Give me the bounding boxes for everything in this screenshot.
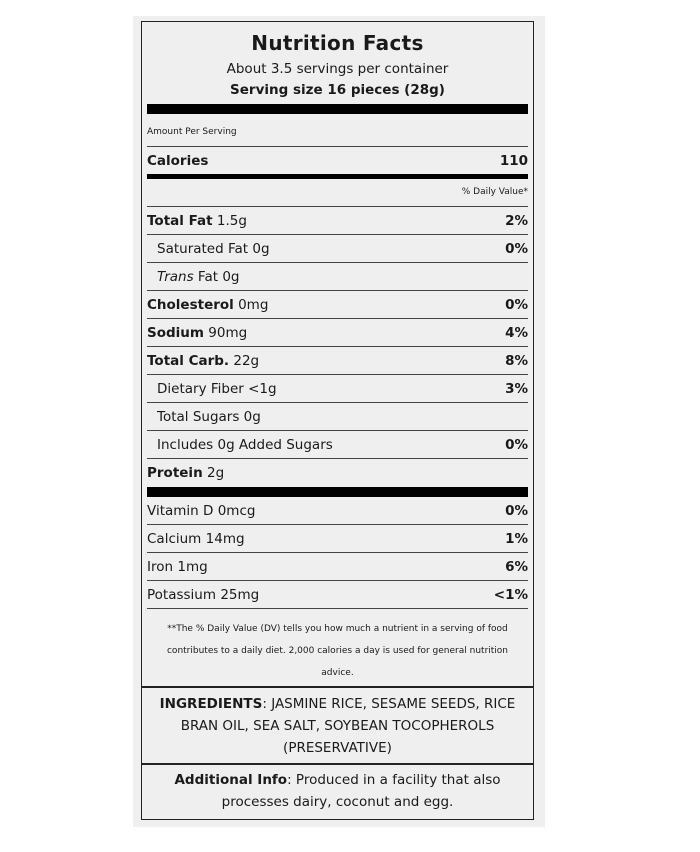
nutrient-row-added-sugars (147, 431, 528, 459)
serving-size: Serving size 16 pieces (28g) (230, 82, 445, 98)
thick-divider (147, 487, 528, 497)
calories-value: 110 (499, 153, 528, 169)
vitamin-dv: 1% (505, 530, 528, 547)
nutrient-label: Protein 2g (147, 465, 225, 481)
calories-row (147, 147, 528, 175)
ingredients-text: : JASMINE RICE, SESAME SEEDS, RICE BRAN OIL, SEA SALT, SOYBEAN TOCOPHEROLS (PRESERVATIVE) (180, 696, 516, 756)
nutrient-row-total-fat (147, 207, 528, 235)
nutrition-facts-title: Nutrition Facts (251, 31, 424, 55)
nutrient-label: Trans Fat 0g (157, 268, 240, 285)
nutrient-label: Total Fat 1.5g (147, 212, 247, 229)
section-divider (142, 686, 533, 688)
additional-info-text: : Produced in a facility that also processes dairy, coconut and egg. (221, 772, 501, 810)
vitamin-label: Calcium 14mg (147, 530, 245, 547)
nutrient-label: Dietary Fiber <1g (157, 380, 277, 397)
nutrient-row-total-carb (147, 347, 528, 375)
nutrient-label: Sodium 90mg (147, 324, 248, 341)
nutrient-dv: 3% (505, 380, 528, 397)
thick-divider (147, 104, 528, 114)
additional-info (154, 769, 521, 813)
nutrient-label: Total Carb. 22g (147, 352, 260, 369)
daily-value-footnote: **The % Daily Value (DV) tells you how much a nutrient in a serving of food contributes to a daily diet. 2,000 calories a day is used for general nutrition advice. (166, 624, 509, 678)
nutrient-dv: 4% (505, 324, 528, 341)
vitamin-label: Iron 1mg (147, 558, 208, 575)
nutrient-label: Cholesterol 0mg (147, 296, 269, 313)
medium-divider (147, 174, 528, 179)
daily-value-header: % Daily Value* (461, 187, 528, 197)
nutrition-facts-panel (141, 21, 534, 820)
vitamin-dv: 0% (505, 502, 528, 519)
vitamin-label: Potassium 25mg (147, 586, 260, 603)
nutrient-label: Includes 0g Added Sugars (157, 436, 333, 453)
nutrient-dv: 2% (505, 212, 528, 229)
nutrient-row-sodium (147, 319, 528, 347)
ingredients (154, 693, 521, 759)
nutrient-dv: 0% (505, 296, 528, 313)
nutrient-row-cholesterol (147, 291, 528, 319)
vitamin-label: Vitamin D 0mcg (147, 502, 256, 519)
servings-per-container: About 3.5 servings per container (226, 61, 449, 77)
vitamin-dv: <1% (493, 586, 528, 603)
amount-per-serving: Amount Per Serving (147, 127, 237, 137)
vitamin-row-potassium (147, 581, 528, 609)
ingredients-label: INGREDIENTS (159, 696, 263, 712)
vitamin-row-calcium (147, 525, 528, 553)
calories-label: Calories (147, 153, 209, 169)
nutrient-label: Total Sugars 0g (157, 408, 261, 425)
nutrient-row-saturated-fat (147, 235, 528, 263)
nutrient-dv: 0% (505, 436, 528, 453)
nutrient-row-protein (147, 459, 528, 487)
nutrient-row-trans-fat (147, 263, 528, 291)
vitamin-row-vitamin-d (147, 497, 528, 525)
nutrient-dv: 0% (505, 240, 528, 257)
nutrient-row-total-sugars (147, 403, 528, 431)
vitamin-dv: 6% (505, 558, 528, 575)
section-divider (142, 763, 533, 765)
additional-info-label: Additional Info (174, 772, 288, 788)
nutrient-row-dietary-fiber (147, 375, 528, 403)
nutrient-dv: 8% (505, 352, 528, 369)
vitamin-row-iron (147, 553, 528, 581)
nutrient-label: Saturated Fat 0g (157, 240, 270, 257)
